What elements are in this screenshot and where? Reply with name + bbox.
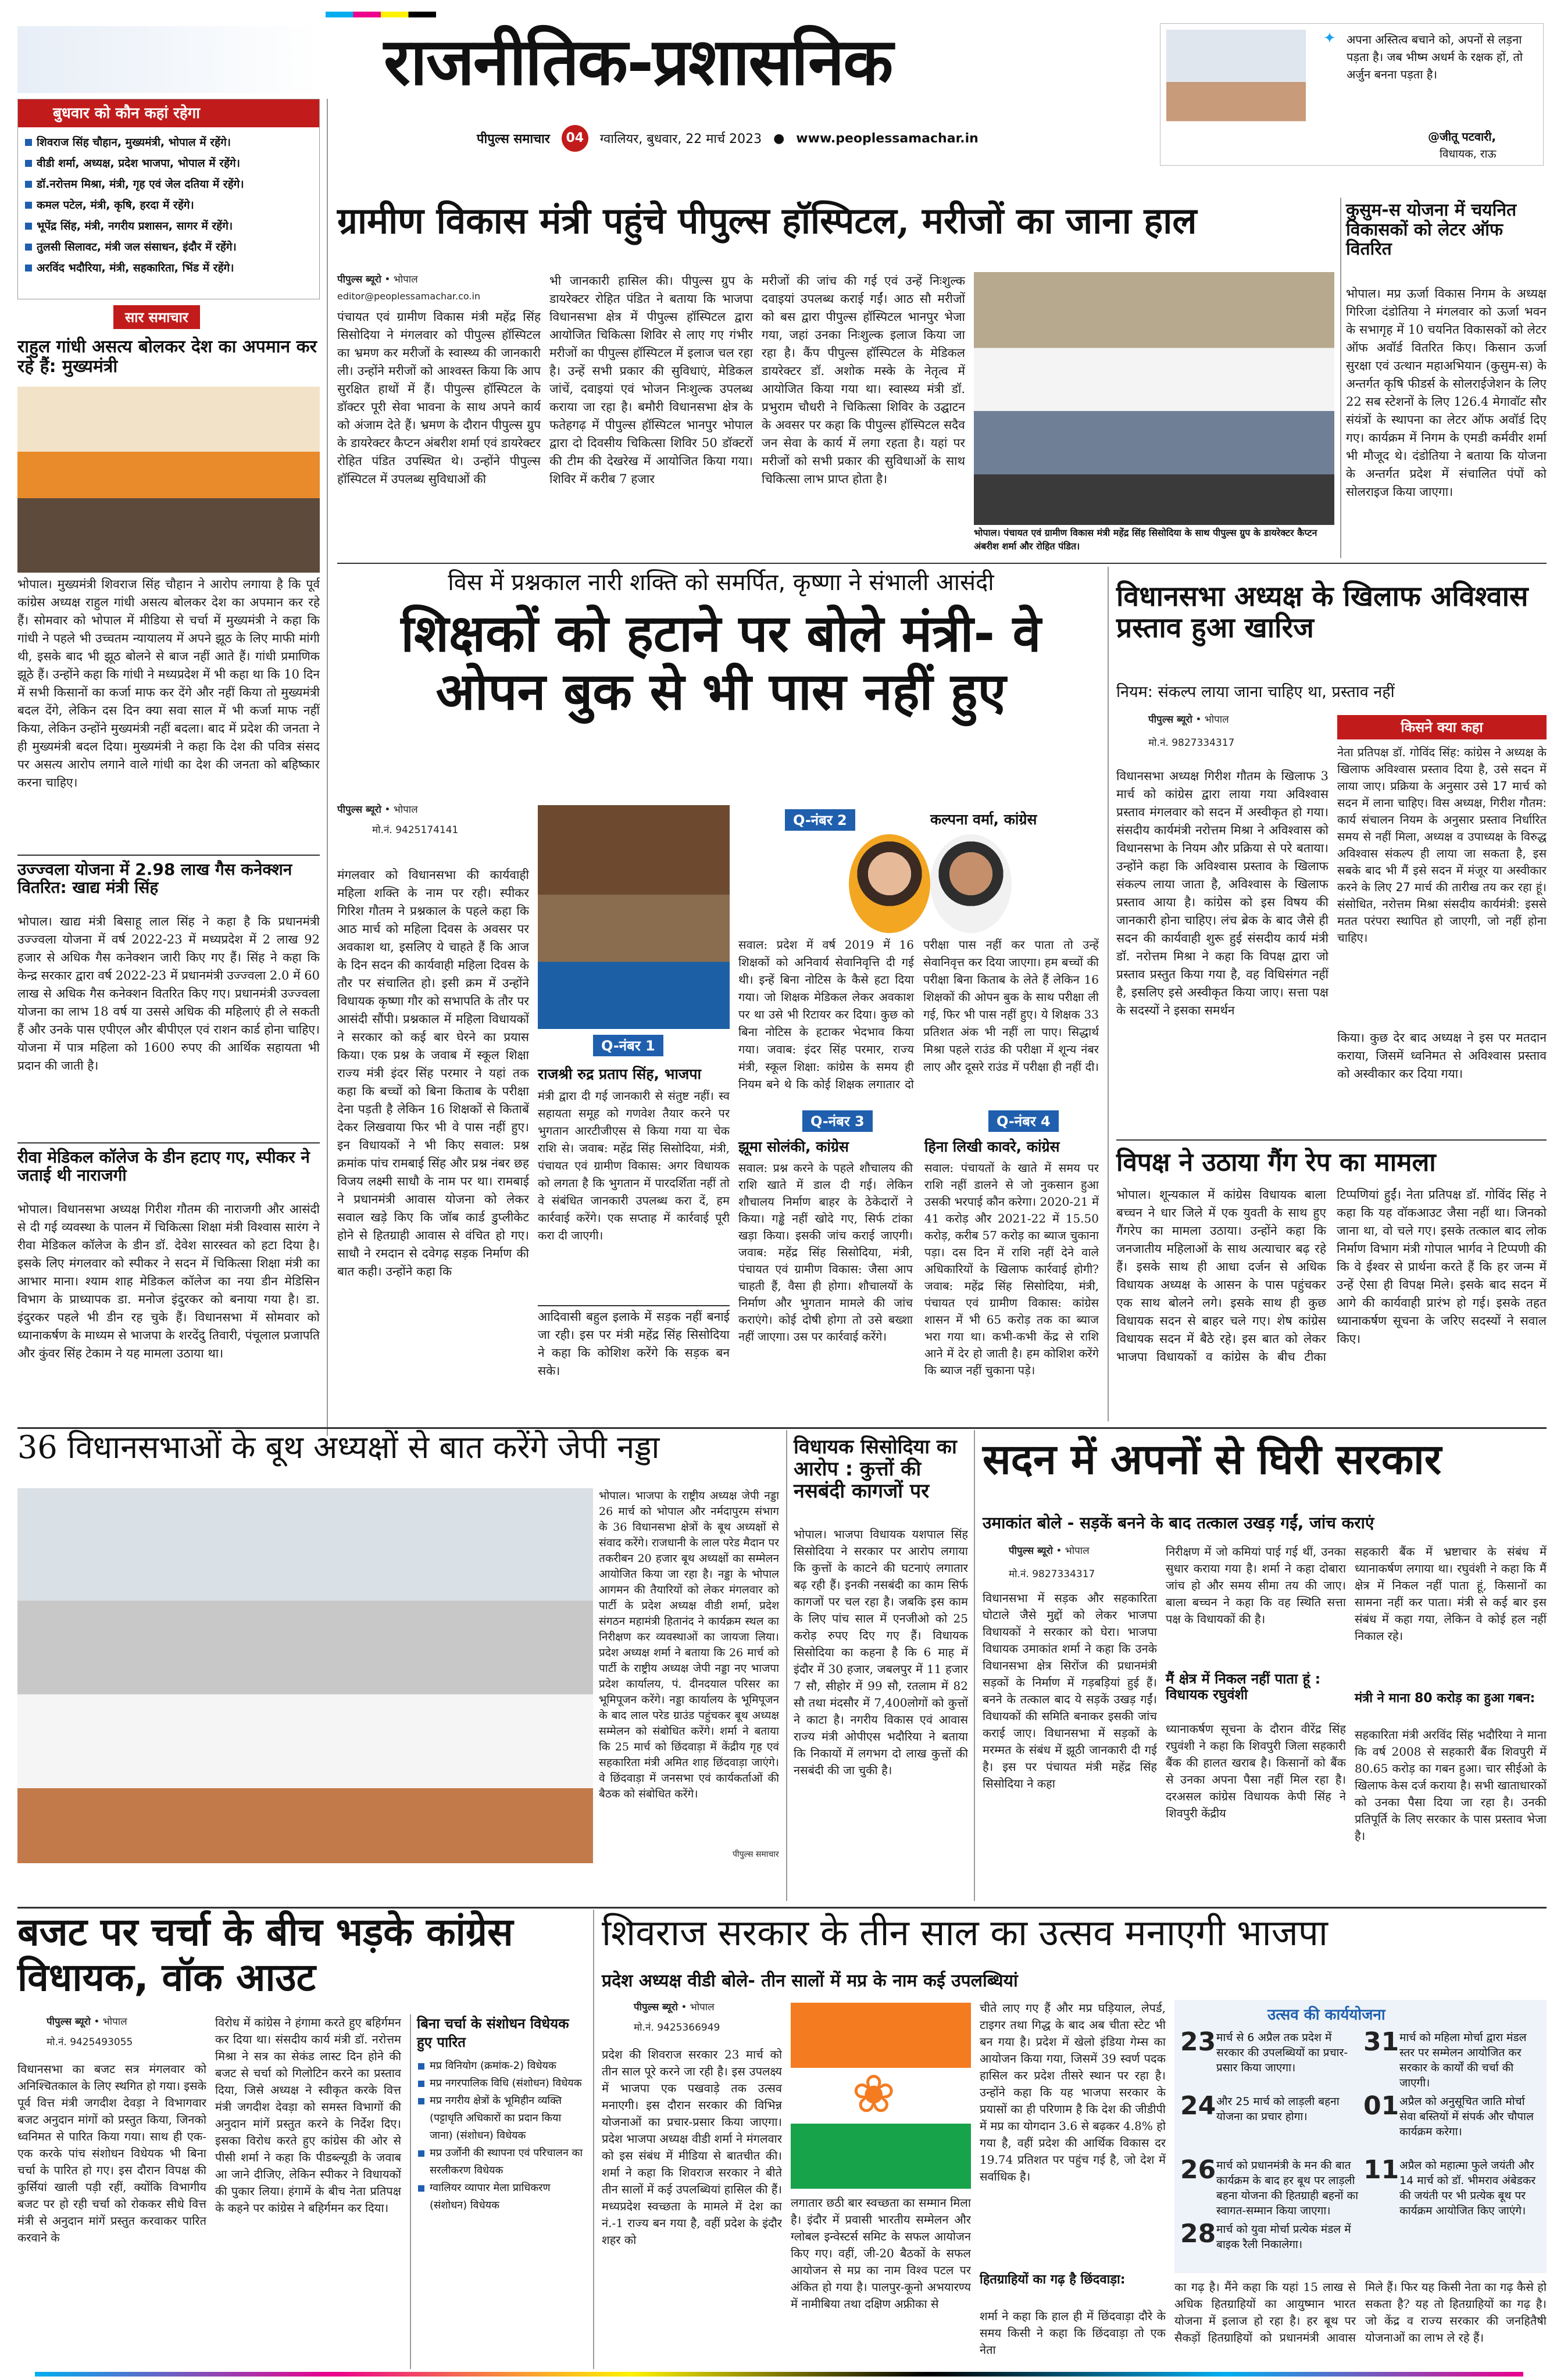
utsav-mob: मो.नं. 9425366949: [634, 2022, 720, 2034]
sadan-body-col2: निरीक्षण में जो कमियां पाई गई थीं, उनका सुधार कराया गया है। शर्मा ने कहा दोबारा जांच हो और समय सीमा तय की जाए। बाला बच्चन ने कहा कि वह स्थिति सत्ता पक्ष के विधायकों की है।: [1166, 1545, 1346, 1626]
sadan-minister-head: मंत्री ने माना 80 करोड़ का हुआ गबन:: [1355, 1691, 1535, 1706]
quote-box: [1160, 23, 1544, 166]
budget-mob: मो.नं. 9425493055: [47, 2036, 133, 2048]
q3-name: झूमा सोलंकी, कांग्रेस: [738, 1138, 849, 1155]
author-photo: [1166, 30, 1306, 160]
list-item: भूपेंद्र सिंह, मंत्री, नगरीय प्रशासन, सागर में रहेंगे।: [24, 216, 313, 237]
color-registration-bar: [35, 2372, 1523, 2377]
speaker-byline: पीपुल्स ब्यूरो • भोपाल: [1148, 714, 1229, 726]
column-divider: [786, 1430, 787, 1901]
utsav-subhead2: हितग्राहियों का गढ़ है छिंदवाड़ा:: [980, 2272, 1126, 2287]
q1-name: राजश्री रुद्र प्रताप सिंह, भाजपा: [538, 1066, 702, 1082]
budget-body-col2: विरोध में कांग्रेस ने हंगामा करते हुए बहिर्गमन कर दिया था। संसदीय कार्य मंत्री डॉ. नरोत्तम मिश्रा ने सत्र का सेकंड लास्ट दिन होने की बजट से चर्चा को गिलोटिन करने का प्रस्ताव दिया, जिसे अध्यक्ष ने स्वीकृत करके वित्त मंत्री जगदीश देवड़ा को समस्त विभागों की अनुदान मांगें प्रस्तुत करने के निर्देश दिए। इसका विरोध करते हुए कांग्रेस की ओर से पीसी शर्मा ने कहा कि पीडब्ल्यूडी के जवाब आ जाने दीजिए, लेकिन स्पीकर ने विधायकों की पुकार लिया। हंगामें के बीच नेता प्रतिपक्ष के कहने पर कांग्रेस ने बहिर्गमन कर दिया।: [215, 2016, 401, 2215]
column-divider: [327, 99, 328, 1436]
list-item: डॉ.नरोत्तम मिश्रा, मंत्री, गृह एवं जेल दतिया में रहेंगे।: [24, 174, 313, 195]
kusum-body: भोपाल। मप्र ऊर्जा विकास निगम के अध्यक्ष गिरिजा दंडोतिया ने मंगलवार को ऊर्जा भवन के सभागृह में 10 चयनित विकासकों को लेटर ऑफ अवॉर्ड वितरित किए। किसान ऊर्जा सुरक्षा एवं उत्थान महाअभियान (कुसुम-स) के अन्तर्गत कृषि फीडर्स के सोलराईजेशन के लिए 22 सब स्टेशनों के लिए 126.4 मेगावॉट सौर संयंत्रों के स्थापना का लेटर ऑफ अवॉर्ड दिए गए। कार्यक्रम में निगम के एमडी कर्मवीर शर्मा भी मौजूद थे। दंडोतिया ने बताया कि योजना के अन्तर्गत प्रदेश में संचालित पंपों को सोलराइज किया जाएगा।: [1346, 287, 1547, 499]
q1-body: मंत्री द्वारा दी गई जानकारी से संतुष्ट नहीं। स्व सहायता समूह को गणवेश तैयार करने पर भुगतान आरटीजीएस से किया गया या चेक राशि से। जवाब: महेंद्र सिंह सिसोदिया, मंत्री, पंचायत एवं ग्रामीण विकास: अगर विधायक को लगता है कि भुगतान में पारदर्शिता नहीं तो वे संबंधित जानकारी उपलब्ध करा दें, हम कार्रवाई करेंगे। एक सप्ताह में कार्रवाई पूरी करा दी जाएगी।: [538, 1089, 730, 1242]
list-item: शिवराज सिंह चौहान, मुख्यमंत्री, भोपाल में रहेंगे।: [24, 132, 313, 153]
rahul-body: भोपाल। मुख्यमंत्री शिवराज सिंह चौहान ने आरोप लगाया है कि पूर्व कांग्रेस अध्यक्ष राहुल गांधी असत्य बोलकर देश का अपमान कर रहे हैं। सोमवार को भोपाल में मीडिया से चर्चा में मुख्यमंत्री ने कहा कि गांधी ने पहले भी उच्चतम न्यायालय में अपने झूठ के लिए माफी मांगी थी, इसके बाद भी झूठ बोलने से बाज नहीं आते हैं। गांधी प्रमाणिक झूठे हैं। उन्होंने कहा कि गांधी ने मध्यप्रदेश में भी कहा था कि 10 दिन में सभी किसानों का कर्जा माफ कर देंगे और नहीं किया तो मुख्यमंत्री बदल देंगे, लेकिन दस दिन क्या सवा साल में भी कर्जा माफ नहीं किया, लेकिन उन्होंने मुख्यमंत्री नहीं बदला। बाद में प्रदेश की जनता ने ही मुख्यमंत्री बदल दिया। मुख्यमंत्री ने कहा कि देश की पवित्र संसद पर असत्य आरोप लगाने वाले गांधी का देश की जनता को बहिष्कार करना चाहिए।: [17, 577, 320, 789]
page-section-title: राजनीतिक-प्रशासनिक: [384, 24, 892, 100]
event-text: मार्च से 6 अप्रैल तक प्रदेश में सरकार की उपलब्धियों का प्रचार-प्रसार किया जाएगा।: [1216, 2031, 1348, 2074]
q1-tag: Q-नंबर 1: [593, 1035, 663, 1056]
gangrape-headline: विपक्ष ने उठाया गैंग रेप का मामला: [1116, 1148, 1436, 1177]
event-text: मार्च को महिला मोर्चा द्वारा मंडल स्तर पर सम्मेलन आयोजित कर सरकार के कार्यों की चर्चा की जाएगी।: [1399, 2031, 1527, 2089]
utsav-subhead: प्रदेश अध्यक्ष वीडी बोले- तीन सालों में मप्र के नाम कई उपलब्धियां: [602, 1971, 1018, 1991]
q4-body: सवाल: पंचायतों के खाते में समय पर राशि नहीं डालने से जो नुकसान हुआ उसकी भरपाई कौन करेगा। 2020-21 में 41 करोड़ और 2021-22 में 15.50 करोड़, करीब 57 करोड़ का ब्याज चुकाना पड़ा। दस दिन में राशि नहीं देने वाले अधिकारियों के खिलाफ कार्रवाई होगी? जवाब: महेंद्र सिंह सिसोदिया, मंत्री, पंचायत एवं ग्रामीण विकास: कांग्रेस शासन में भी 65 करोड़ तक का ब्याज भरा गया था। कभी-कभी केंद्र से राशि आने में देर हो जाती है। हम कोशिश करेंगे कि ब्याज नहीं चुकाना पड़े।: [924, 1161, 1099, 1377]
speaker-mob: मो.नं. 9827334317: [1148, 737, 1235, 749]
budget-headline: बजट पर चर्चा के बीच भड़के कांग्रेस विधायक, वॉक आउट: [17, 1910, 513, 2000]
list-item: ग्वालियर व्यापार मेला प्राधिकरण (संशोधन) विधेयक: [417, 2179, 587, 2214]
speaker-body-after: किया। कुछ देर बाद अध्यक्ष ने इस पर मतदान कराया, जिसमें ध्वनिमत से अविश्वास प्रस्ताव को अस्वीकार कर दिया गया।: [1337, 1031, 1547, 1081]
utsav-headline: शिवराज सरकार के तीन साल का उत्सव मनाएगी भाजपा: [602, 1911, 1328, 1954]
quote-role: विधायक, राऊ: [1440, 148, 1497, 160]
sadan-body-col4: सहकारी बैंक में भ्रष्टाचार के संबंध में ध्यानाकर्षण लगाया था। रघुवंशी ने कहा कि मैं क्षेत्र में निकल नहीं पाता हूं, किसानों का सामना नहीं कर पाता। मंत्री से कई बार इस संबंध में कहा गया, लेकिन वे कोई हल नहीं निकाल रहे।: [1355, 1545, 1547, 1643]
paper-name: पीपुल्स समाचार: [477, 132, 550, 146]
list-item: तुलसी सिलावट, मंत्री जल संसाधन, इंदौर में रहेंगे।: [24, 237, 313, 258]
globe-icon: ●: [773, 131, 785, 146]
speaker-headline: विधानसभा अध्यक्ष के खिलाफ अविश्वास प्रस्ताव हुआ खारिज: [1116, 580, 1529, 644]
bjp-logo: [791, 2003, 971, 2189]
sadan-mob: मो.नं. 9827334317: [1009, 1568, 1095, 1580]
utsav-body-col1: प्रदेश की शिवराज सरकार 23 मार्च को तीन साल पूरे करने जा रही है। इस उपलक्ष्य में भाजपा एक पखवाड़े तक उत्सव मनाएगी। इस दौरान सरकार की विभिन्न योजनाओं का प्रचार-प्रसार किया जाएगा। प्रदेश भाजपा अध्यक्ष वीडी शर्मा ने मंगलवार को इस संबंध में मीडिया से बातचीत की। शर्मा ने कहा कि शिवराज सरकार ने बीते तीन सालों में कई उपलब्धियां हासिल की हैं। मध्यप्रदेश स्वच्छता के मामले में देश का नं.-1 राज्य बन गया है, वहीं प्रदेश के इंदौर शहर को: [602, 2047, 782, 2247]
website-link[interactable]: www.peoplessamachar.in: [796, 131, 979, 146]
twitter-icon: ✦: [1323, 30, 1336, 47]
schedule-list: [18, 127, 319, 283]
shivraj-photo: [17, 387, 320, 573]
q3-body: सवाल: प्रश्न करने के पहले शौचालय की राशि खाते में डाल दी गई। लेकिन शौचालय निर्माण बाहर के ठेकेदारों ने किया। गड्ढे नहीं खोदे गए, सिर्फ टांका खड़ा किया। इसकी जांच कराई जाएगी। जवाब: महेंद्र सिंह सिसोदिया, मंत्री, पंचायत एवं ग्रामीण विकास: जैसा आप चाहती हैं, वैसा ही होगा। शौचालयों के निर्माण और भुगतान मामले की जांच कराएंगे। कोई दोषी होगा तो उसे बख्शा नहीं जाएगा। उस पर कार्रवाई करेंगे।: [738, 1161, 913, 1343]
utsav-body-col0: लगातार छठी बार स्वच्छता का सम्मान मिला है। इंदौर में प्रवासी भारतीय सम्मेलन और ग्लोबल इन्वेस्टर्स समिट के सफल आयोजन किए गए। वहीं, जी-20 बैठकों के सफल आयोजन से मप्र का नाम विश्व पटल पर अंकित हो गया है। पालपुर-कूनो अभयारण्य में नामीबिया तथा दक्षिण अफ्रीका से: [791, 2196, 971, 2311]
budget-byline: पीपुल्स ब्यूरो • भोपाल: [47, 2016, 127, 2028]
speaker-body: विधानसभा अध्यक्ष गिरीश गौतम के खिलाफ 3 मार्च को कांग्रेस द्वारा लाया गया अविश्वास प्रस्ताव मंगलवार को सदन में अस्वीकृत हो गया। संसदीय कार्यमंत्री नरोत्तम मिश्रा ने अविश्वास को विधानसभा के नियम और प्रक्रिया से परे बताया। उन्होंने कहा कि अविश्वास प्रस्ताव के खिलाफ संकल्प लाया जाता है, अविश्वास के खिलाफ प्रस्ताव आया है। कांग्रेस को इस विषय की जानकारी होना चाहिए। लंच ब्रेक के बाद जैसे ही सदन की कार्यवाही शुरू हुई संसदीय कार्य मंत्री डॉ. नरोत्तम मिश्रा ने कहा कि विपक्ष द्वारा जो प्रस्ताव प्रस्तुत किया गया है, वह विधिसंगत नहीं है, इसलिए इसे अस्वीकृत किया जाए। सत्ता पक्ष के सदस्यों ने इसका समर्थन: [1116, 769, 1329, 1017]
event-plan-heading: उत्सव की कार्ययोजना: [1267, 2006, 1385, 2024]
divider: [538, 1305, 730, 1306]
column-divider: [1340, 198, 1341, 558]
hospital-caption: भोपाल। पंचायत एवं ग्रामीण विकास मंत्री महेंद्र सिंह सिसोदिया के साथ पीपुल्स ग्रुप के डायरेक्टर कैप्टन अंबरीश शर्मा और रोहित पंडित।: [974, 527, 1317, 552]
hospital-body-col3: मरीजों की जांच की गई एवं उन्हें निःशुल्क दवाइयां उपलब्ध कराई गईं। आठ सौ मरीजों को बस द्वारा पीपुल्स हॉस्पिटल भानपुर भेजा गया, जहां उनका निःशुल्क इलाज किया जा रहा है। कैंप पीपुल्स हॉस्पिटल के मेडिकल डायरेक्टर डॉ. अशोक मस्के के नेतृत्व में आयोजित किया गया था। स्वास्थ्य मंत्री डॉ. प्रभुराम चौधरी ने चिकित्सा शिविर के उद्घाटन के अवसर पर कहा कि पीपुल्स हॉस्पिटल सदैव जन सेवा के कार्य में लगा रहता है। यहां पर मरीजों को सभी प्रकार की सुविधाओं के साथ चिकित्सा लाभ प्राप्त होता है।: [762, 274, 965, 486]
schedule-box: [17, 99, 320, 299]
sadan-body-col3: ध्यानाकर्षण सूचना के दौरान वीरेंद्र सिंह रघुवंशी ने कहा कि शिवपुरी जिला सहकारी बैंक की हालत खराब है। किसानों को बैंक से उनका अपना पैसा नहीं मिल रहा है। दरअसल कांग्रेस विधायक केपी सिंह ने शिवपुरी केंद्रीय: [1166, 1722, 1346, 1820]
divider: [17, 855, 320, 856]
page-number: 04: [562, 125, 588, 152]
column-divider: [974, 1430, 975, 1901]
nadda-headline: 36 विधानसभाओं के बूथ अध्यक्षों से बात करेंगे जेपी नड्डा: [17, 1429, 660, 1466]
q4-name: हिना लिखी कावरे, कांग्रेस: [924, 1138, 1060, 1155]
who-said-what-label: किसने क्या कहा: [1337, 715, 1547, 739]
divider: [337, 563, 1547, 564]
hospital-body-col2: भी जानकारी हासिल की। पीपुल्स ग्रुप के डायरेक्टर रोहित पंडित ने बताया कि भाजपा विधानसभा क्षेत्र में पीपुल्स हॉस्पिटल द्वारा आयोजित चिकित्सा शिविर से लाए गए गंभीर मरीजों का पीपुल्स हॉस्पिटल में इलाज चल रहा है। उन्हें सभी प्रकार की सुविधाएं, मेडिकल जांचें, दवाइयां एवं भोजन निःशुल्क उपलब्ध कराया जा रहा है। बमौरी विधानसभा क्षेत्र के फतेहगढ़ में पीपुल्स हॉस्पिटल भानपुर भोपाल द्वारा दो दिवसीय चिकित्सा शिविर 50 डॉक्टरों की टीम की देखरेख में आयोजित किया गया। शिविर में करीब 7 हजार: [549, 274, 753, 486]
event-date-number: 31: [1363, 2027, 1399, 2057]
teachers-byline: पीपुल्स ब्यूरो • भोपाल: [337, 804, 418, 816]
event-date-number: 11: [1363, 2155, 1399, 2185]
list-item: मप्र नगरीय क्षेत्रों के भूमिहीन व्यक्ति (पट्टाधृति अधिकारों का प्रदान किया जाना) (संशोधन) विधेयक: [417, 2092, 587, 2145]
event-date-number: 23: [1180, 2027, 1216, 2057]
kusum-headline: कुसुम-स योजना में चयनित विकासकों को लेटर ऑफ वितरित: [1346, 200, 1517, 260]
bills-box: [410, 2014, 587, 2369]
list-item: मप्र उर्जोनी की स्थापना एवं परिचालन का सरलीकरण विधेयक: [417, 2145, 587, 2179]
teachers-kicker: विस में प्रश्नकाल नारी शक्ति को समर्पित, कृष्णा ने संभाली आसंदी: [448, 569, 994, 596]
event-text: मार्च को प्रधानमंत्री के मन की बात कार्यक्रम के बाद हर बूथ पर लाड़ली बहना योजना की हितग्राही बहनों का स्वागत-सम्मान किया जाएगा।: [1216, 2159, 1359, 2217]
q2-name: कल्पना वर्मा, कांग्रेस: [930, 811, 1037, 828]
divider: [17, 1907, 1547, 1909]
color-registration-bar: [326, 12, 436, 17]
utsav-body-col4: का गढ़ है। मैंने कहा कि यहां 15 लाख से अधिक हितग्राहियों का आयुष्मान भारत योजना में इलाज हो रहा है। हर बूथ पर सैकड़ों हितग्राहियों को प्रधानमंत्री आवास मिले हैं। फिर यह किसी नेता का गढ़ कैसे हो सकता है? यह तो हितग्राहियों का गढ़ है। जो केंद्र व राज्य सरकार की जनहितैषी योजनाओं का लाभ ले रहे हैं।: [1174, 2280, 1547, 2345]
teachers-headline: शिक्षकों को हटाने पर बोले मंत्री- वे ओपन बुक से भी पास नहीं हुए: [401, 603, 1041, 721]
ujjwala-headline: उज्ज्वला योजना में 2.98 लाख गैस कनेक्शन वितरित: खाद्य मंत्री सिंह: [17, 860, 292, 898]
event-date-number: 24: [1180, 2091, 1216, 2121]
list-item: मप्र विनियोग (क्रमांक-2) विधेयक: [417, 2057, 587, 2075]
reewa-body: भोपाल। विधानसभा अध्यक्ष गिरीश गौतम की नाराजगी और आसंदी से दी गई व्यवस्था के पालन में चिकित्सा शिक्षा मंत्री विश्वास सारंग ने रीवा मेडिकल कॉलेज के डीन डॉ. देवेश सारस्वत को हटा दिया है। इसके लिए मंगलवार को स्पीकर ने सदन में चिकित्सा शिक्षा मंत्री का आभार माना। श्याम शाह मेडिकल कॉलेज का नया डीन मेडिसिन विभाग के प्राध्यापक डा. मनोज इंदुरकर को बनाया गया है। डा. इंदुरकर पहले भी डीन रह चुके हैं। विधानसभा में सोमवार को ध्यानाकर्षण के माध्यम से भाजपा के शरदेंदु तिवारी, पंचूलाल प्रजापति और कुंवर सिंह टेकाम ने यह मामला उठाया था।: [17, 1202, 320, 1360]
who-said-what-body: नेता प्रतिपक्ष डॉ. गोविंद सिंह: कांग्रेस ने अध्यक्ष के खिलाफ अविश्वास प्रस्ताव दिया है, उसे सदन में लाया जाए। प्रक्रिया के अनुसार उसे 17 मार्च को सदन में लाना चाहिए। विस अध्यक्ष, गिरीश गौतम: कार्य संचालन नियम के अनुसार प्रस्ताव निर्धारित समय से नहीं मिला, अध्यक्ष व उपाध्यक्ष के विरुद्ध अविश्वास संकल्प ही लाया जा सकता है, इस सबके बाद भी मैं इसे सदन में मंजूर या अस्वीकार करने के लिए 27 मार्च की तारीख तय कर रहा हूं। संसोधित, नरोत्तम मिश्रा संसदीय कार्यमंत्री: इससे मतत परंपरा स्थापित हो जाएगी, जो नहीं होना चाहिए।: [1337, 745, 1547, 945]
sadan-midhead: मैं क्षेत्र में निकल नहीं पाता हूं : विधायक रघुवंशी: [1166, 1671, 1321, 1703]
utsav-body-col3: शर्मा ने कहा कि हाल ही में छिंदवाड़ा दौरे के समय किसी ने कहा कि छिंदवाड़ा तो एक नेता: [980, 2309, 1166, 2357]
list-item: कमल पटेल, मंत्री, कृषि, हरदा में रहेंगे।: [24, 195, 313, 216]
sisodiya-body: भोपाल। भाजपा विधायक यशपाल सिंह सिसोदिया ने सरकार पर आरोप लगाया कि कुत्तों के काटने की घटनाएं लगातार बढ़ रही हैं। इनकी नसबंदी का काम सिर्फ कागजों पर चल रहा है। जबकि इस काम के लिए पांच साल में एनजीओ को 25 करोड़ रुपए दिए गए हैं। विधायक सिसोदिया का कहना है कि 6 माह में इंदौर में 30 हजार, जबलपुर में 11 हजार 7 सौ, सीहोर में 99 सौ, रतलाम में 82 सौ तथा मंदसौर में 7,400लोगों को कुत्तों ने काटा है। नगरीय विकास एवं आवास राज्य मंत्री ओपीएस भदौरिया ने बताया कि निकायों में लगभग दो लाख कुत्तों की नसबंदी की जा चुकी है।: [794, 1527, 968, 1777]
sar-samachar-label: सार समाचार: [113, 305, 200, 329]
sadan-body-col5: सहकारिता मंत्री अरविंद सिंह भदौरिया ने माना कि वर्ष 2008 से सहकारी बैंक शिवपुरी में 80.65 करोड़ का गबन हुआ। चार सीईओ के खिलाफ केस दर्ज कराया है। सभी खाताधारकों को उनका पैसा दिया जा रहा है। उनकी प्रतिपूर्ति के लिए सरकार के पास प्रस्ताव भेजा है।: [1355, 1728, 1547, 1843]
adivasi-body: आदिवासी बहुल इलाके में सड़क नहीं बनाई जा रही। इस पर मंत्री महेंद्र सिंह सिसोदिया ने कहा कि कोशिश करेंगे कि सड़क बन सके।: [538, 1310, 730, 1378]
quote-author: @जीतू पटवारी,: [1428, 130, 1497, 144]
teachers-mob: मो.नं. 9425174141: [372, 824, 459, 836]
lotus-icon: ❀: [852, 2064, 896, 2125]
left-ad-strip: [17, 26, 320, 93]
event-date-number: 26: [1180, 2155, 1216, 2185]
speaker-subhead: नियम: संकल्प लाया जाना चाहिए था, प्रस्ताव नहीं: [1116, 683, 1395, 701]
q4-tag: Q-नंबर 4: [988, 1110, 1059, 1132]
list-item: अरविंद भदौरिया, मंत्री, सहकारिता, भिंड में रहेंगे।: [24, 258, 313, 278]
hospital-headline: ग्रामीण विकास मंत्री पहुंचे पीपुल्स हॉस्पिटल, मरीजों का जाना हाल: [337, 199, 1197, 242]
nadda-credit: पीपुल्स समाचार: [733, 1850, 779, 1859]
event-text: मार्च को युवा मोर्चा प्रत्येक मंडल में बाइक रैली निकालेगा।: [1216, 2223, 1351, 2251]
assembly-photo: [538, 805, 730, 1029]
rahul-headline: राहुल गांधी असत्य बोलकर देश का अपमान कर रहे हैं: मुख्यमंत्री: [17, 337, 317, 377]
reewa-headline: रीवा मेडिकल कॉलेज के डीन हटाए गए, स्पीकर ने जताई थी नाराजगी: [17, 1148, 310, 1185]
sisodiya-headline: विधायक सिसोदिया का आरोप : कुत्तों की नसबंदी कागजों पर: [794, 1435, 957, 1503]
budget-body-col1: विधानसभा का बजट सत्र मंगलवार को अनिश्चितकाल के लिए स्थगित हो गया। इसके पूर्व वित्त मंत्री जगदीश देवड़ा ने विभागवार बजट अनुदान मांगों को प्रस्तुत किया, जिनको ध्वनिमत से पारित किया गया। साथ ही एक-एक करके पांच संशोधन विधेयक भी बिना चर्चा के पारित हो गए। इस दौरान विपक्ष की कुर्सियां खाली पड़ी रहीं, क्योंकि विभागीय बजट पर हो रही चर्चा को रोककर सीधे वित्त मंत्री से अनुदान मांगें प्रस्तुत करवाकर पारित करवाने के: [17, 2062, 206, 2245]
sadan-subhead: उमाकांत बोले - सड़कें बनने के बाद तत्काल उखड़ गईं, जांच कराएं: [983, 1513, 1374, 1532]
ujjwala-body: भोपाल। खाद्य मंत्री बिसाहू लाल सिंह ने कहा है कि प्रधानमंत्री उज्ज्वला योजना में वर्ष 2022-23 में मध्यप्रदेश में 2 लाख 92 हजार से अधिक गैस कनेक्शन जारी किए गए हैं। सिंह ने कहा कि केन्द्र सरकार द्वारा वर्ष 2022-23 में प्रधानमंत्री उज्ज्वला 2.0 में 60 लाख से अधिक गैस कनेक्शन वितरित किए गए। प्रधानमंत्री उज्ज्वला योजना का लाभ 18 वर्ष या उससे अधिक की महिलाएं ही ले सकती हैं और उनके पास एपीएल और बीपीएल एवं राशन कार्ड होना चाहिए। योजना में पात्र महिला को 1600 रुपए की आर्थिक सहायता भी प्रदान की जाती है।: [17, 914, 320, 1073]
event-date-number: 28: [1180, 2219, 1216, 2249]
list-item: वीडी शर्मा, अध्यक्ष, प्रदेश भाजपा, भोपाल में रहेंगे।: [24, 153, 313, 174]
bills-box-heading: बिना चर्चा के संशोधन विधेयक हुए पारित: [417, 2016, 569, 2050]
hospital-photo: [974, 272, 1334, 525]
utsav-body-col2: चीते लाए गए हैं और मप्र घड़ियाल, लेपर्ड, टाइगर तथा गिद्ध के बाद अब चीता स्टेट भी बन गया है। प्रदेश में खेलो इंडिया गेम्स का आयोजन किया गया, जिसमें 39 स्वर्ण पदक हासिल कर प्रदेश तीसरे स्थान पर रहा है। उन्होंने कहा कि यह भाजपा सरकार के प्रयासों का ही परिणाम है कि देश की जीडीपी में मप्र का योगदान 3.6 से बढ़कर 4.8% हो गया है, वहीं प्रदेश की आर्थिक विकास दर 19.74 प्रतिशत पर पहुंच गई है, जो देश में सर्वाधिक है।: [980, 2001, 1166, 2184]
list-item: मप्र नगरपालिक विधि (संशोधन) विधेयक: [417, 2075, 587, 2092]
nadda-body: भोपाल। भाजपा के राष्ट्रीय अध्यक्ष जेपी नड्डा 26 मार्च को भोपाल और नर्मदापुरम संभाग के 36 विधानसभा क्षेत्रों के बूथ अध्यक्षों से संवाद करेंगे। राजधानी के लाल परेड मैदान पर तकरीबन 20 हजार बूथ अध्यक्षों का सम्मेलन आयोजित किया जा रहा है। नड्डा के भोपाल आगमन की तैयारियों को लेकर मंगलवार को पार्टी के प्रदेश अध्यक्ष वीडी शर्मा, प्रदेश संगठन महामंत्री हितानंद ने कार्यक्रम स्थल का निरीक्षण कर व्यवस्थाओं का जायजा लिया। प्रदेश अध्यक्ष शर्मा ने बताया कि 26 मार्च को पार्टी के राष्ट्रीय अध्यक्ष जेपी नड्डा नए भाजपा प्रदेश कार्यालय, पं. दीनदयाल परिसर का भूमिपूजन करेंगे। नड्डा कार्यालय के भूमिपूजन के बाद लाल परेड ग्राउंड पहुंचकर बूथ अध्यक्ष सम्मेलन को संबोधित करेंगे। शर्मा ने बताया कि 25 मार्च को छिंदवाड़ा में केंद्रीय गृह एवं सहकारिता मंत्री अमित शाह छिंदवाड़ा जाएंगे। वे छिंदवाड़ा में जनसभा एवं कार्यकर्ताओं की बैठक को संबोधित करेंगे।: [599, 1489, 779, 1800]
event-text: और 25 मार्च को लाड़ली बहना योजना का प्रचार होगा।: [1216, 2095, 1340, 2123]
q2-body: सवाल: प्रदेश में वर्ष 2019 में 16 शिक्षकों को अनिवार्य सेवानिवृत्ति दी गई थी। इन्हें बिना नोटिस के कैसे हटा दिया गया। जो शिक्षक मेडिकल लेकर अवकाश पर था उसे भी रिटायर कर दिया। कुछ को बिना नोटिस के हटाकर भेदभाव किया गया। जवाब: इंदर सिंह परमार, राज्य मंत्री, स्कूल शिक्षा: कांग्रेस के समय ही नियम बने थे कि कोई शिक्षक लगातार दो परीक्षा पास नहीं कर पाता तो उन्हें सेवानिवृत्त कर दिया जाएगा। हम बच्चों की परीक्षा बिना किताब के लेते हैं लेकिन 16 शिक्षकों की ओपन बुक के साथ परीक्षा ली गई, फिर भी पास नहीं हुए। ये शिक्षक 33 प्रतिशत अंक भी नहीं ला पाए। सिद्धार्थ मिश्रा पहले राउंड की परीक्षा में शून्य नंबर लाए और दूसरे राउंड में परीक्षा ही नहीं दी।: [738, 938, 1099, 1091]
column-divider: [1108, 567, 1109, 1421]
divider: [1116, 1139, 1547, 1141]
divider: [17, 1142, 320, 1143]
hospital-body-col1: पंचायत एवं ग्रामीण विकास मंत्री महेंद्र सिंह सिसोदिया ने मंगलवार को पीपुल्स हॉस्पिटल का भ्रमण कर मरीजों के स्वास्थ्य की जानकारी ली। उन्होंने मरीजों को आश्वस्त किया कि आप सुरक्षित हाथों में हैं। पीपुल्स हॉस्पिटल के डॉक्टर पूरी सेवा भावना के साथ अपने कार्य को अंजाम देते हैं। भ्रमण के दौरान पीपुल्स ग्रुप के डायरेक्टर कैप्टन अंबरीश शर्मा एवं डायरेक्टर रोहित पंडित उपस्थित थे। उन्होंने पीपुल्स हॉस्पिटल में उपलब्ध सुविधाओं की: [337, 310, 541, 486]
q2-tag: Q-नंबर 2: [785, 809, 855, 831]
event-text: अप्रैल को अनुसूचित जाति मोर्चा सेवा बस्तियों में संपर्क और चौपाल कार्यक्रम करेगा।: [1399, 2095, 1534, 2138]
hospital-email[interactable]: editor@peoplessamachar.co.in: [337, 291, 481, 302]
utsav-byline: पीपुल्स ब्यूरो • भोपाल: [634, 2002, 715, 2013]
quote-text: अपना अस्तित्व बचाने को, अपनों से लड़ना पड़ता है। जब भीष्म अधर्म के रक्षक हों, तो अर्जुन बनना पड़ता है।: [1347, 33, 1523, 81]
bills-list: [417, 2057, 587, 2214]
nadda-photo: [17, 1488, 593, 1863]
dateline: ग्वालियर, बुधवार, 22 मार्च 2023: [599, 132, 762, 146]
event-text: अप्रैल को महात्मा फुले जयंती और 14 मार्च को डॉ. भीमराव अंबेडकर की जयंती पर भी प्रत्येक बूथ पर कार्यक्रम आयोजित किए जाएंगे।: [1399, 2159, 1536, 2217]
q3-tag: Q-नंबर 3: [802, 1110, 873, 1132]
gangrape-body: भोपाल। शून्यकाल में कांग्रेस विधायक बाला बच्चन ने धार जिले में एक युवती के साथ हुए गैंगरेप का मामला उठाया। उन्होंने कहा कि जनजातीय महिलाओं के साथ अत्याचार बढ़ रहे हैं। इसके साथ ही आधा दर्जन से अधिक विधायक अध्यक्ष के आसन के पास पहुंचकर एक साथ बोलने लगे। इसके साथ ही कुछ विधायक सदन से बाहर चले गए। शेष कांग्रेस विधायक सदन में बैठे रहे। इस बात को लेकर भाजपा विधायकों व कांग्रेस के बीच टीका टिप्पणियां हुईं। नेता प्रतिपक्ष डॉ. गोविंद सिंह ने कहा कि यह वॉकआउट जैसा नहीं था। जिनको जाना था, वो चले गए। इसके तत्काल बाद लोक निर्माण विभाग मंत्री गोपाल भार्गव ने टिप्पणी की कि वे ईश्वर से प्रार्थना करते हैं कि हर जन्म में उन्हें ऐसा ही विपक्ष मिले। इसके बाद सदन में आगे की कार्यवाही प्रारंभ हो गई। इसके तहत ध्यानाकर्षण सूचना के जरिए सदस्यों ने सवाल किए।: [1116, 1188, 1547, 1364]
sadan-byline: पीपुल्स ब्यूरो • भोपाल: [1009, 1545, 1090, 1557]
sadan-body-col1: विधानसभा में सड़क और सहकारिता घोटाले जैसे मुद्दों को लेकर भाजपा विधायकों ने सरकार को घेरा। भाजपा विधायक उमाकांत शर्मा ने कहा कि उनके विधानसभा क्षेत्र सिरोंज की प्रधानमंत्री सड़कों के निर्माण में गड़बड़ियां हुई हैं। बनने के तत्काल बाद ये सड़कें उखड़ गईं। विधायकों की समिति बनाकर इसकी जांच कराई जाए। विधानसभा में सड़कों के मरम्मत के संबंध में झूठी जानकारी दी गई है। इस पर पंचायत मंत्री महेंद्र सिंह सिसोदिया ने कहा: [983, 1591, 1157, 1791]
teachers-body-col1: मंगलवार को विधानसभा की कार्यवाही महिला शक्ति के नाम पर रही। स्पीकर गिरिश गौतम ने प्रश्नकाल के पहले कहा कि आठ मार्च को महिला दिवस के अवसर पर अवकाश था, इसलिए ये चाहते हैं कि आज के दिन सदन की कार्यवाही महिला दिवस के तौर पर संचालित हो। इसी क्रम में उन्होंने विधायक कृष्णा गौर को सभापति के तौर पर आसंदी सौंपी। प्रश्नकाल में महिला विधायकों ने सरकार को कई बार घेरने का प्रयास किया। एक प्रश्न के जवाब में स्कूल शिक्षा राज्य मंत्री इंदर सिंह परमार ने यहां तक कहा कि बच्चों को बिना किताब के परीक्षा देना पड़ती है लेकिन 16 शिक्षकों से किताबें देकर लिखवाया फिर भी वे पास नहीं हुए। इन विधायकों ने भी किए सवाल: प्रश्न क्रमांक पांच रामबाई सिंह और प्रश्न नंबर छह विजय लक्ष्मी साधौ के नाम पर था। रामबाई ने प्रधानमंत्री आवास योजना को लेकर सवाल खड़े किए कि जॉब कार्ड डुप्लीकेट होने से हितग्राही आवास से वंचित हो गए। साधौ ने रमदान से दवेगढ़ सड़क निर्माण की बात कही। उन्होंने कहा कि: [337, 868, 529, 1278]
event-date-number: 01: [1363, 2091, 1399, 2121]
schedule-heading: बुधवार को कौन कहां रहेगा: [18, 99, 319, 127]
column-divider: [593, 1910, 594, 2369]
hospital-byline: पीपुल्स ब्यूरो • भोपाल: [337, 274, 418, 285]
sadan-headline: सदन में अपनों से घिरी सरकार: [983, 1435, 1442, 1484]
masthead-strip: [477, 125, 1145, 152]
